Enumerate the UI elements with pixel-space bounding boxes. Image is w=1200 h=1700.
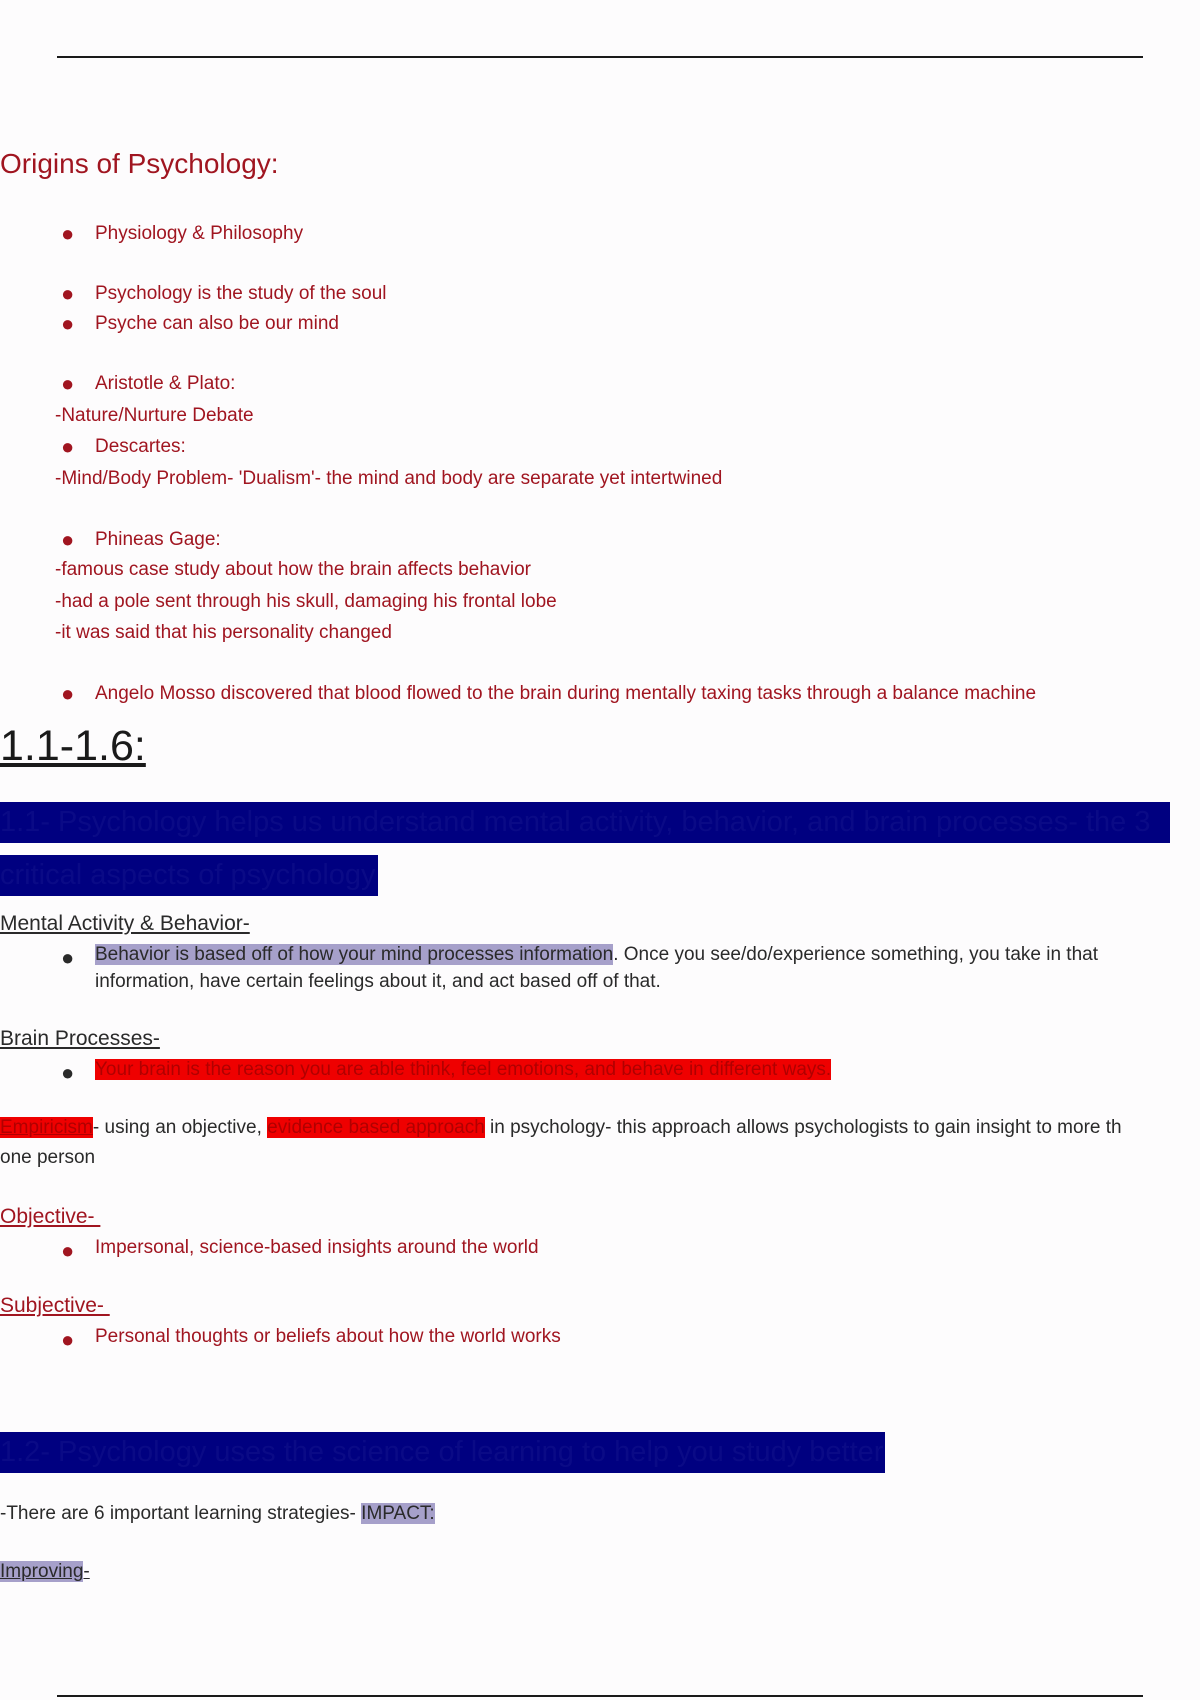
bullet-physiology: Physiology & Philosophy	[95, 223, 304, 244]
highlighted-text: Behavior is based off of how your mind processes information	[95, 944, 614, 965]
impact-acronym: IMPACT:	[361, 1503, 435, 1524]
section-heading: 1.1-1.6:	[0, 722, 146, 770]
nature-nurture-note: -Nature/Nurture Debate	[55, 405, 254, 426]
headline-1-1-line2: critical aspects of psychology	[0, 855, 378, 896]
bullet-psyche: Psyche can also be our mind	[95, 313, 339, 334]
page-bottom-rule	[57, 1695, 1143, 1697]
learning-strategies-line	[0, 1503, 435, 1525]
bullet-icon: ●	[61, 1327, 75, 1352]
bullet-descartes: Descartes:	[95, 436, 186, 457]
headline-1-1-line1: 1.1- Psychology helps us understand mental activity, behavior, and brain processes- the 3	[0, 802, 1170, 843]
bullet-icon: ●	[61, 1238, 75, 1263]
mental-activity-item	[95, 944, 1098, 966]
objective-item: Impersonal, science-based insights around the world	[95, 1237, 539, 1258]
highlighted-text: evidence based approach	[267, 1117, 485, 1138]
empiricism-cont: one person	[0, 1147, 96, 1168]
bullet-icon: ●	[61, 527, 75, 552]
origins-heading: Origins of Psychology:	[0, 148, 279, 179]
bullet-soul: Psychology is the study of the soul	[95, 283, 387, 304]
bullet-phineas: Phineas Gage:	[95, 529, 221, 550]
page-top-rule	[57, 56, 1143, 58]
bullet-icon: ●	[61, 1060, 75, 1085]
brain-processes-item	[95, 1059, 831, 1081]
mental-activity-cont: information, have certain feelings about it, and act based off of that.	[95, 971, 661, 992]
objective-heading: Objective-	[0, 1205, 101, 1228]
subjective-heading: Subjective-	[0, 1294, 110, 1317]
improving-term: Improving	[0, 1561, 84, 1582]
bullet-icon: ●	[61, 311, 75, 336]
headline-1-2-text: 1.2- Psychology uses the science of learning to help you study better	[0, 1432, 885, 1473]
bullet-icon: ●	[61, 681, 75, 706]
brain-processes-heading: Brain Processes-	[0, 1027, 160, 1050]
improving-heading	[0, 1561, 90, 1583]
empiricism-line	[0, 1117, 1122, 1139]
mental-activity-heading: Mental Activity & Behavior-	[0, 912, 250, 935]
subjective-item: Personal thoughts or beliefs about how the world works	[95, 1326, 561, 1347]
phineas-note-3: -it was said that his personality changed	[55, 622, 392, 643]
empiricism-rest: in psychology- this approach allows psychologists to gain insight to more th	[484, 1117, 1122, 1138]
bullet-icon: ●	[61, 221, 75, 246]
headline-1-2	[0, 1432, 885, 1473]
bullet-icon: ●	[61, 434, 75, 459]
dualism-note: -Mind/Body Problem- 'Dualism'- the mind and body are separate yet intertwined	[55, 468, 723, 489]
mental-activity-rest: . Once you see/do/experience something, you take in that	[613, 944, 1098, 965]
headline-1-1	[0, 802, 1170, 896]
phineas-note-1: -famous case study about how the brain affects behavior	[55, 559, 531, 580]
learning-strategies-text: -There are 6 important learning strategies-	[0, 1503, 362, 1524]
bullet-aristotle: Aristotle & Plato:	[95, 373, 236, 394]
highlighted-text: Your brain is the reason you are able think, feel emotions, and behave in different ways.	[95, 1059, 832, 1080]
bullet-icon: ●	[61, 281, 75, 306]
bullet-icon: ●	[61, 945, 75, 970]
bullet-mosso: Angelo Mosso discovered that blood flowed to the brain during mentally taxing tasks through a balance machine	[95, 683, 1037, 704]
phineas-note-2: -had a pole sent through his skull, damaging his frontal lobe	[55, 591, 557, 612]
empiricism-term: Empiricism	[0, 1117, 93, 1138]
improving-dash: -	[83, 1561, 90, 1582]
bullet-icon: ●	[61, 371, 75, 396]
empiricism-text: - using an objective,	[92, 1117, 268, 1138]
